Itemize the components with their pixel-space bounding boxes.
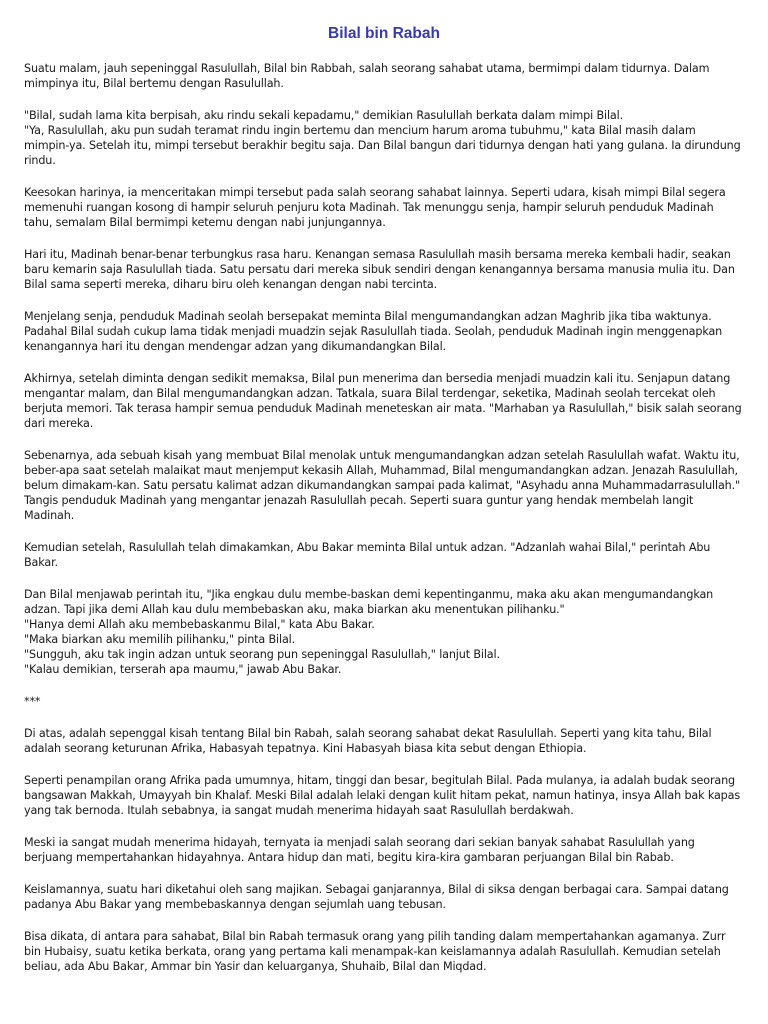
paragraph-line: Menjelang senja, penduduk Madinah seolah bersepakat meminta Bilal mengumandangkan adzan Maghrib jika tiba waktunya. Padahal Bilal sudah cukup lama tidak menjadi muadzin sejak Rasulullah tiada. Seolah, penduduk Madinah ingin menggenapkan kenangannya hari itu dengan mendengar adzan yang dikumandangkan Bilal. xyxy=(24,310,723,353)
paragraph-line: Seperti penampilan orang Afrika pada umumnya, hitam, tinggi dan besar, begitulah Bilal. Pada mulanya, ia adalah budak seorang bangsawan Makkah, Umayyah bin Khalaf. Meski Bilal adalah lelaki dengan kulit hitam pekat, namun hatinya, insya Allah bak kapas yang tak bernoda. Itulah sebabnya, ia sangat mudah menerima hidayah saat Rasulullah berdakwah. xyxy=(24,774,741,817)
paragraph-line: "Hanya demi Allah aku membebaskanmu Bilal," kata Abu Bakar. xyxy=(24,618,375,631)
paragraph xyxy=(24,108,744,168)
paragraph xyxy=(24,882,744,912)
paragraph xyxy=(24,371,744,431)
paragraph-line: "Maka biarkan aku memilih pilihanku," pinta Bilal. xyxy=(24,633,296,646)
paragraph-line: Bisa dikata, di antara para sahabat, Bilal bin Rabah termasuk orang yang pilih tanding dalam mempertahankan agamanya. Zurr bin Hubaisy, suatu ketika berkata, orang yang pertama kali menampak-kan keislamannya adalah Rasulullah. Kemudian setelah beliau, ada Abu Bakar, Ammar bin Yasir dan keluarganya, Shuhaib, Bilal dan Miqdad. xyxy=(24,930,726,973)
paragraph-line: Suatu malam, jauh sepeninggal Rasulullah, Bilal bin Rabbah, salah seorang sahabat utama, bermimpi dalam tidurnya. Dalam mimpinya itu, Bilal bertemu dengan Rasulullah. xyxy=(24,62,710,90)
article-body xyxy=(24,61,744,974)
paragraph-line: *** xyxy=(24,695,41,708)
paragraph xyxy=(24,726,744,756)
paragraph xyxy=(24,540,744,570)
paragraph-line: Sebenarnya, ada sebuah kisah yang membuat Bilal menolak untuk mengumandangkan adzan setelah Rasulullah wafat. Waktu itu, beber-apa saat setelah malaikat maut menjemput kekasih Allah, Muhammad, Bilal mengumandangkan adzan. Jenazah Rasulullah, belum dimakam-kan. Satu persatu kalimat adzan dikumandangkan sampai pada kalimat, "Asyhadu anna Muhammadarrasulullah." Tangis penduduk Madinah yang mengantar jenazah Rasulullah pecah. Seperti suara guntur yang hendak membelah langit Madinah. xyxy=(24,449,741,522)
paragraph xyxy=(24,309,744,354)
paragraph xyxy=(24,587,744,677)
paragraph-line: "Ya, Rasulullah, aku pun sudah teramat rindu ingin bertemu dan mencium harum aroma tubuhmu," kata Bilal masih dalam mimpin-ya. Setelah itu, mimpi tersebut berakhir begitu saja. Dan Bilal bangun dari tidurnya dengan hati yang gulana. Ia dirundung rindu. xyxy=(24,124,741,167)
paragraph xyxy=(24,694,744,709)
paragraph xyxy=(24,773,744,818)
paragraph xyxy=(24,247,744,292)
paragraph xyxy=(24,929,744,974)
paragraph-line: Di atas, adalah sepenggal kisah tentang Bilal bin Rabah, salah seorang sahabat dekat Rasulullah. Seperti yang kita tahu, Bilal adalah seorang keturunan Afrika, Habasyah tepatnya. Kini Habasyah biasa kita sebut dengan Ethiopia. xyxy=(24,727,712,755)
paragraph xyxy=(24,61,744,91)
paragraph-line: Keislamannya, suatu hari diketahui oleh sang majikan. Sebagai ganjarannya, Bilal di siksa dengan berbagai cara. Sampai datang padanya Abu Bakar yang membebaskannya dengan sejumlah uang tebusan. xyxy=(24,883,729,911)
paragraph xyxy=(24,185,744,230)
article-title: Bilal bin Rabah xyxy=(328,25,440,42)
paragraph-line: Keesokan harinya, ia menceritakan mimpi tersebut pada salah seorang sahabat lainnya. Seperti udara, kisah mimpi Bilal segera memenuhi ruangan kosong di hampir seluruh penjuru kota Madinah. Tak menunggu senja, hampir seluruh penduduk Madinah tahu, semalam Bilal bermimpi ketemu dengan nabi junjungannya. xyxy=(24,186,726,229)
paragraph-line: "Sungguh, aku tak ingin adzan untuk seorang pun sepeninggal Rasulullah," lanjut Bilal. xyxy=(24,648,500,661)
paragraph xyxy=(24,448,744,523)
paragraph-line: Dan Bilal menjawab perintah itu, "Jika engkau dulu membe-baskan demi kepentinganmu, maka aku akan mengumandangkan adzan. Tapi jika demi Allah kau dulu membebaskan aku, maka biarkan aku menentukan pilihanku." xyxy=(24,588,714,616)
paragraph-line: "Kalau demikian, terserah apa maumu," jawab Abu Bakar. xyxy=(24,663,342,676)
paragraph-line: Kemudian setelah, Rasulullah telah dimakamkan, Abu Bakar meminta Bilal untuk adzan. "Adzanlah wahai Bilal," perintah Abu Bakar. xyxy=(24,541,711,569)
paragraph xyxy=(24,835,744,865)
paragraph-line: "Bilal, sudah lama kita berpisah, aku rindu sekali kepadamu," demikian Rasulullah berkata dalam mimpi Bilal. xyxy=(24,109,623,122)
paragraph-line: Hari itu, Madinah benar-benar terbungkus rasa haru. Kenangan semasa Rasulullah masih bersama mereka kembali hadir, seakan baru kemarin saja Rasulullah tiada. Satu persatu dari mereka sibuk sendiri dengan kenangannya bersama manusia mulia itu. Dan Bilal sama seperti mereka, diharu biru oleh kenangan dengan nabi tercinta. xyxy=(24,248,735,291)
paragraph-line: Akhirnya, setelah diminta dengan sedikit memaksa, Bilal pun menerima dan bersedia menjadi muadzin kali itu. Senjapun datang mengantar malam, dan Bilal mengumandangkan adzan. Tatkala, suara Bilal terdengar, seketika, Madinah seolah tercekat oleh berjuta memori. Tak terasa hampir semua penduduk Madinah meneteskan air mata. "Marhaban ya Rasulullah," bisik salah seorang dari mereka. xyxy=(24,372,742,430)
paragraph-line: Meski ia sangat mudah menerima hidayah, ternyata ia menjadi salah seorang dari sekian banyak sahabat Rasulullah yang berjuang mempertahankan hidayahnya. Antara hidup dan mati, begitu kira-kira gambaran perjuangan Bilal bin Rabab. xyxy=(24,836,695,864)
